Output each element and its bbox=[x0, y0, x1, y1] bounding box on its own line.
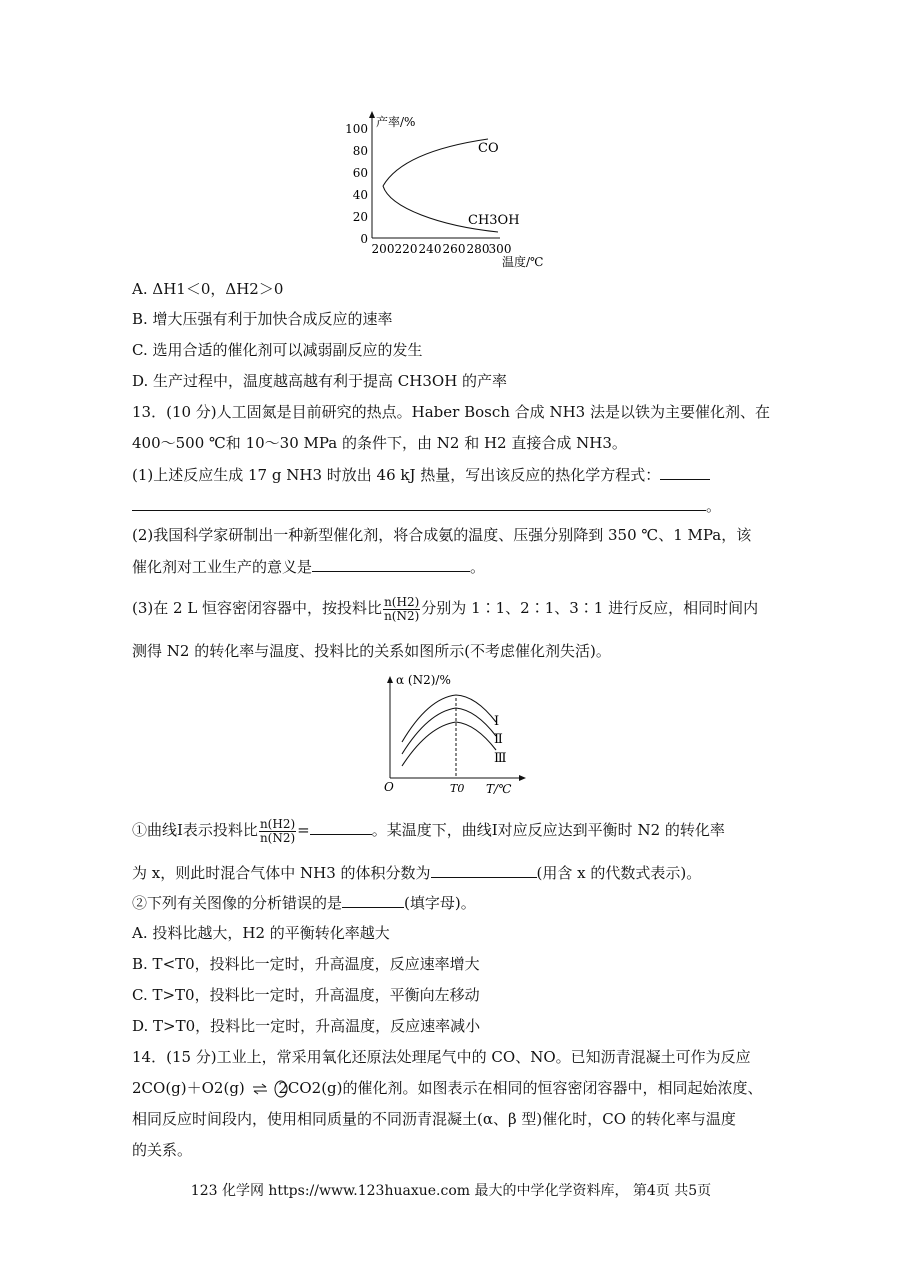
curve-iii-label: Ⅲ bbox=[494, 751, 507, 766]
curve-iii bbox=[402, 722, 496, 766]
page-footer: 123 化学网 https://www.123huaxue.com 最大的中学化学资料库， 第4页 共5页 bbox=[190, 1183, 712, 1199]
fig1-xlabel: 温度/℃ bbox=[502, 255, 544, 269]
q13-option-c: C. T>T0，投料比一定时，升高温度，平衡向左移动 bbox=[132, 986, 480, 1004]
answer-blank[interactable] bbox=[660, 463, 710, 480]
q13-part2-line2 bbox=[132, 555, 485, 578]
fig1-xtick: 240 bbox=[418, 242, 442, 256]
q12-option-c: C. 选用合适的催化剂可以减弱副反应的发生 bbox=[132, 341, 423, 359]
q13-part1-text: (1)上述反应生成 17 g NH3 时放出 46 kJ 热量，写出该反应的热化学方程式： bbox=[132, 466, 661, 484]
curve-ii-label: Ⅱ bbox=[494, 732, 503, 747]
q13-part3-line1 bbox=[132, 592, 758, 624]
fig1-xtick: 300 bbox=[488, 242, 512, 256]
fraction-denominator: n(N2) bbox=[384, 608, 420, 623]
q13-part3-text-cont: 分别为 1∶1、2∶1、3∶1 进行反应，相同时间内 bbox=[421, 599, 759, 617]
fig1-ytick: 0 bbox=[360, 232, 368, 246]
fig2-t0-label: T0 bbox=[450, 782, 465, 795]
reversible-arrow-icon bbox=[252, 1082, 268, 1096]
q13-part1-line2 bbox=[132, 494, 721, 517]
q14-line2 bbox=[132, 1077, 763, 1099]
co-curve-label: CO bbox=[478, 141, 499, 156]
fraction-denominator: n(N2) bbox=[259, 830, 296, 845]
answer-blank[interactable] bbox=[312, 555, 470, 572]
q13-part3-line2: 测得 N2 的转化率与温度、投料比的关系如图所示(不考虑催化剂失活)。 bbox=[132, 642, 611, 660]
period: 。 bbox=[706, 497, 722, 515]
q13-part2-line1: (2)我国科学家研制出一种新型催化剂，将合成氨的温度、压强分别降到 350 ℃、1 MPa，该 bbox=[132, 526, 752, 544]
fig1-ytick: 80 bbox=[352, 144, 368, 158]
answer-blank[interactable] bbox=[431, 861, 537, 878]
q14-line1: 14．(15 分)工业上，常采用氧化还原法处理尾气中的 CO、NO。已知沥青混凝土可作为反应 bbox=[132, 1048, 751, 1066]
equals-sign: = bbox=[297, 821, 310, 839]
fig1-xtick: 200 bbox=[371, 242, 395, 256]
q13-intro-line2: 400～500 ℃和 10～30 MPa 的条件下，由 N2 和 H2 直接合成 NH3。 bbox=[132, 434, 627, 452]
q12-option-d: D. 生产过程中，温度越高越有利于提高 CH3OH 的产率 bbox=[132, 372, 508, 390]
q14-line2-text: 2CO2(g)的催化剂。如图表示在相同的恒容密闭容器中，相同起始浓度、 bbox=[278, 1079, 763, 1097]
q13-option-a: A. 投料比越大，H2 的平衡转化率越大 bbox=[132, 924, 390, 942]
q13-sub1-line1 bbox=[132, 814, 725, 846]
q13-sub1-text: ①曲线Ⅰ表示投料比 bbox=[132, 821, 258, 839]
q13-part1 bbox=[132, 463, 710, 486]
fig1-ytick: 20 bbox=[352, 210, 368, 224]
ch3oh-curve-label: CH3OH bbox=[468, 213, 520, 228]
fig1-ytick: 100 bbox=[345, 122, 368, 136]
answer-blank[interactable] bbox=[132, 494, 706, 511]
q13-sub2 bbox=[132, 891, 476, 914]
period: 。 bbox=[470, 558, 486, 576]
q13-sub2-text-cont: (填字母)。 bbox=[404, 894, 476, 912]
q13-option-b: B. T<T0，投料比一定时，升高温度，反应速率增大 bbox=[132, 955, 480, 973]
q13-part3-text: (3)在 2 L 恒容密闭容器中，按投料比 bbox=[132, 599, 383, 617]
feed-ratio-fraction bbox=[259, 818, 296, 845]
q13-sub1-line2-text-cont: (用含 x 的代数式表示)。 bbox=[536, 864, 702, 882]
q13-option-d: D. T>T0，投料比一定时，升高温度，反应速率减小 bbox=[132, 1017, 481, 1035]
conversion-temperature-figure bbox=[380, 670, 530, 802]
fig2-ylabel: α (N2)/% bbox=[396, 673, 451, 687]
fraction-numerator: n(H2) bbox=[259, 816, 296, 831]
answer-blank[interactable] bbox=[342, 891, 404, 908]
co-yield-curve bbox=[383, 139, 488, 186]
q13-intro-line1: 13．(10 分)人工固氮是目前研究的热点。Haber Bosch 合成 NH3 法是以铁为主要催化剂、在 bbox=[132, 403, 770, 421]
q13-sub1-line2-text: 为 x，则此时混合气体中 NH3 的体积分数为 bbox=[132, 864, 431, 882]
q13-sub2-text: ②下列有关图像的分析错误的是 bbox=[132, 894, 343, 912]
fig2-xlabel: T/℃ bbox=[486, 782, 512, 796]
fraction-numerator: n(H2) bbox=[384, 594, 420, 609]
curve-i-label: Ⅰ bbox=[494, 714, 500, 729]
yield-temperature-figure bbox=[340, 108, 560, 270]
fig1-ylabel: 产率/% bbox=[376, 115, 416, 129]
q12-option-a: A. ΔH1＜0，ΔH2＞0 bbox=[132, 280, 284, 298]
q14-line4: 的关系。 bbox=[132, 1141, 193, 1159]
fig1-xtick: 280 bbox=[466, 242, 490, 256]
q14-line3: 相同反应时间段内，使用相同质量的不同沥青混凝土(α、β 型)催化时，CO 的转化率与温度 bbox=[132, 1110, 736, 1128]
q12-option-b: B. 增大压强有利于加快合成反应的速率 bbox=[132, 310, 393, 328]
q13-sub1-text-cont: 。某温度下，曲线Ⅰ对应反应达到平衡时 N2 的转化率 bbox=[371, 821, 725, 839]
fig1-xtick: 260 bbox=[442, 242, 466, 256]
q13-sub1-line2 bbox=[132, 861, 701, 884]
fig1-ytick: 60 bbox=[352, 166, 368, 180]
answer-blank[interactable] bbox=[310, 818, 372, 835]
q13-part2-text: 催化剂对工业生产的意义是 bbox=[132, 558, 313, 576]
fig2-origin: O bbox=[384, 780, 394, 794]
fig1-xtick: 220 bbox=[394, 242, 418, 256]
feed-ratio-fraction bbox=[383, 596, 420, 623]
fig1-ytick: 40 bbox=[352, 188, 368, 202]
q14-reactants: 2CO(g)＋O2(g) bbox=[132, 1079, 245, 1097]
